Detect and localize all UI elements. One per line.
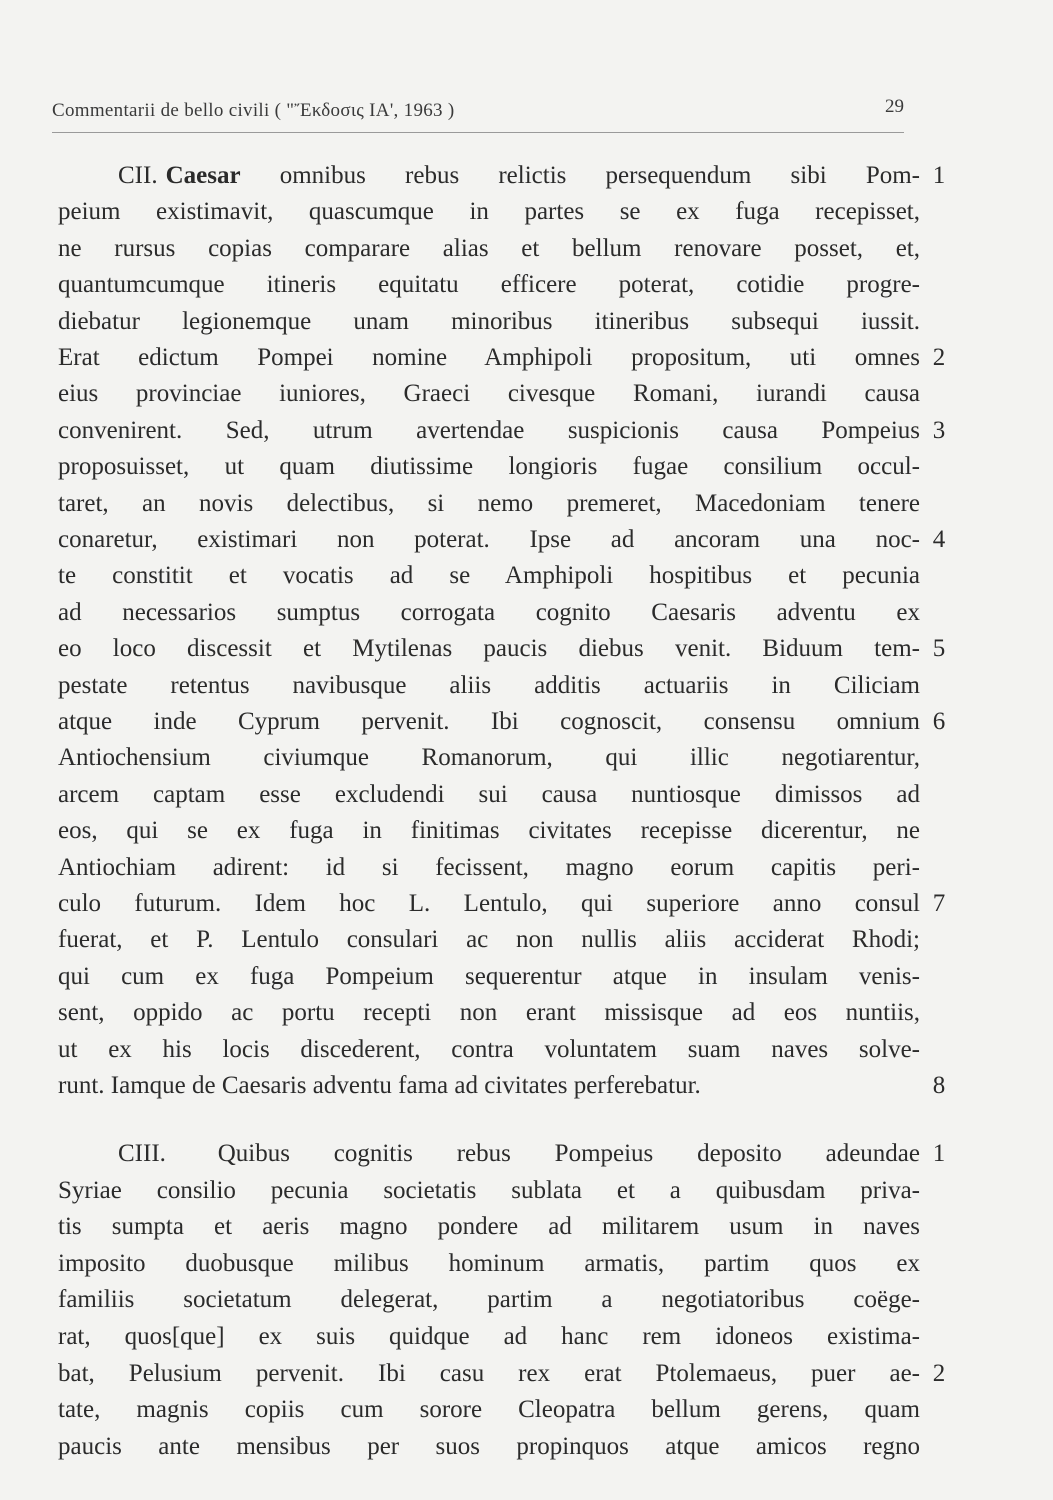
text-line [58,995,920,1031]
line-text: runt. Iamque de Caesaris adventu fama ad civitates perferebatur. [58,1072,701,1099]
section-number: 2 [932,1359,946,1387]
line-text: eo loco discessit et Mytilenas paucis diebus venit. Biduum tem- [58,635,920,663]
line-text: diebatur legionemque unam minoribus itineribus subsequi iussit. [58,307,920,335]
lead-word: Caesar [165,162,241,189]
text-line [58,1173,920,1209]
line-text: eius provinciae iuniores, Graeci civesque Romani, iurandi causa [58,380,920,408]
line-text: atque inde Cyprum pervenit. Ibi cognoscit, consensu omnium [58,708,920,735]
line-text: convenirent. Sed, utrum avertendae suspicionis causa Pompeius [58,416,920,444]
line-text: peium existimavit, quascumque in partes se ex fuga recepisset, [58,198,920,226]
line-text: te constitit et vocatis ad se Amphipoli hospitibus et pecunia [58,562,920,590]
text-line [58,740,920,776]
line-text: tate, magnis copiis cum sorore Cleopatra bellum gerens, quam [58,1396,920,1424]
section-number: 7 [932,890,946,917]
line-text: paucis ante mensibus per suos propinquos atque amicos regno [58,1432,920,1460]
text-line [58,1392,920,1428]
line-text: taret, an novis delectibus, si nemo premeret, Macedoniam tenere [58,489,920,517]
text-line [58,886,920,922]
text-line [58,850,920,886]
line-text: Quibus cognitis rebus Pompeius deposito adeundae [173,1140,920,1167]
running-header [52,96,904,133]
text-line [58,522,920,558]
text-line [58,1282,920,1318]
text-line [58,704,920,740]
section-number: 1 [932,1140,946,1167]
line-text: sent, oppido ac portu recepti non erant missisque ad eos nuntiis, [58,999,920,1027]
section-number: 6 [932,708,946,735]
section-number: 3 [932,416,946,444]
text-line [118,1136,920,1172]
text-line [118,158,920,194]
page-number: 29 [885,96,904,117]
section-number: 8 [932,1072,946,1099]
line-text: bat, Pelusium pervenit. Ibi casu rex erat Ptolemaeus, puer ae- [58,1359,920,1387]
text-line [58,449,920,485]
line-text: arcem captam esse excludendi sui causa nuntiosque dimissos ad [58,780,920,808]
text-line [58,1068,920,1104]
section-number: 2 [932,344,946,371]
text-line [58,595,920,631]
text-line [58,777,920,813]
text-line [58,1209,920,1245]
chapter-numeral: CIII. [118,1140,166,1167]
line-text: culo futurum. Idem hoc L. Lentulo, qui superiore anno consul [58,890,920,917]
text-line [58,631,920,667]
text-line [58,1319,920,1355]
line-text: eos, qui se ex fuga in finitimas civitates recepisse dicerentur, ne [58,817,920,845]
line-text: Antiochiam adirent: id si fecissent, magno eorum capitis peri- [58,853,920,881]
text-line [58,304,920,340]
line-text: fuerat, et P. Lentulo consulari ac non nullis aliis acciderat Rhodi; [58,926,920,954]
line-text: familiis societatum delegerat, partim a negotiatoribus coëge- [58,1286,920,1314]
text-line [58,413,920,449]
line-text: ne rursus copias comparare alias et bellum renovare posset, et, [58,234,920,262]
line-text: imposito duobusque milibus hominum armatis, partim quos ex [58,1249,920,1277]
line-text: qui cum ex fuga Pompeium sequerentur atque in insulam venis- [58,962,920,990]
chapter-numeral: CII. [118,162,158,189]
line-text: ut ex his locis discederent, contra voluntatem suam naves solve- [58,1035,920,1063]
section-number: 4 [932,526,946,553]
section-number: 1 [932,162,946,189]
line-text: Erat edictum Pompei nomine Amphipoli propositum, uti omnes [58,344,920,371]
line-text: omnibus rebus relictis persequendum sibi Pom- [240,162,920,189]
text-line [58,558,920,594]
text-line [58,194,920,230]
text-line [58,267,920,303]
line-text: rat, quos[que] ex suis quidque ad hanc rem idoneos existima- [58,1323,920,1350]
line-text: quantumcumque itineris equitatu efficere poterat, cotidie progre- [58,271,920,299]
line-text: ad necessarios sumptus corrogata cognito Caesaris adventu ex [58,598,920,626]
line-text: conaretur, existimari non poterat. Ipse ad ancoram una noc- [58,526,920,553]
text-line [58,922,920,958]
line-text: tis sumpta et aeris magno pondere ad militarem usum in naves [58,1213,920,1241]
text-line [58,1429,920,1465]
text-line [58,1246,920,1282]
text-line [58,376,920,412]
text-line [58,486,920,522]
text-line [58,340,920,376]
text-line [58,668,920,704]
running-title: Commentarii de bello civili ( "Ἔκδοσις ΙΑ', 1963 ) [52,100,455,121]
text-line [58,1356,920,1392]
section-number: 5 [932,635,946,663]
text-line [58,1032,920,1068]
text-line [58,959,920,995]
line-text: pestate retentus navibusque aliis additis actuariis in Ciliciam [58,671,920,699]
line-text: Syriae consilio pecunia societatis sublata et a quibusdam priva- [58,1176,920,1204]
text-line [58,813,920,849]
line-text: proposuisset, ut quam diutissime longioris fugae consilium occul- [58,453,920,481]
text-line [58,231,920,267]
line-text: Antiochensium civiumque Romanorum, qui illic negotiarentur, [58,744,920,772]
